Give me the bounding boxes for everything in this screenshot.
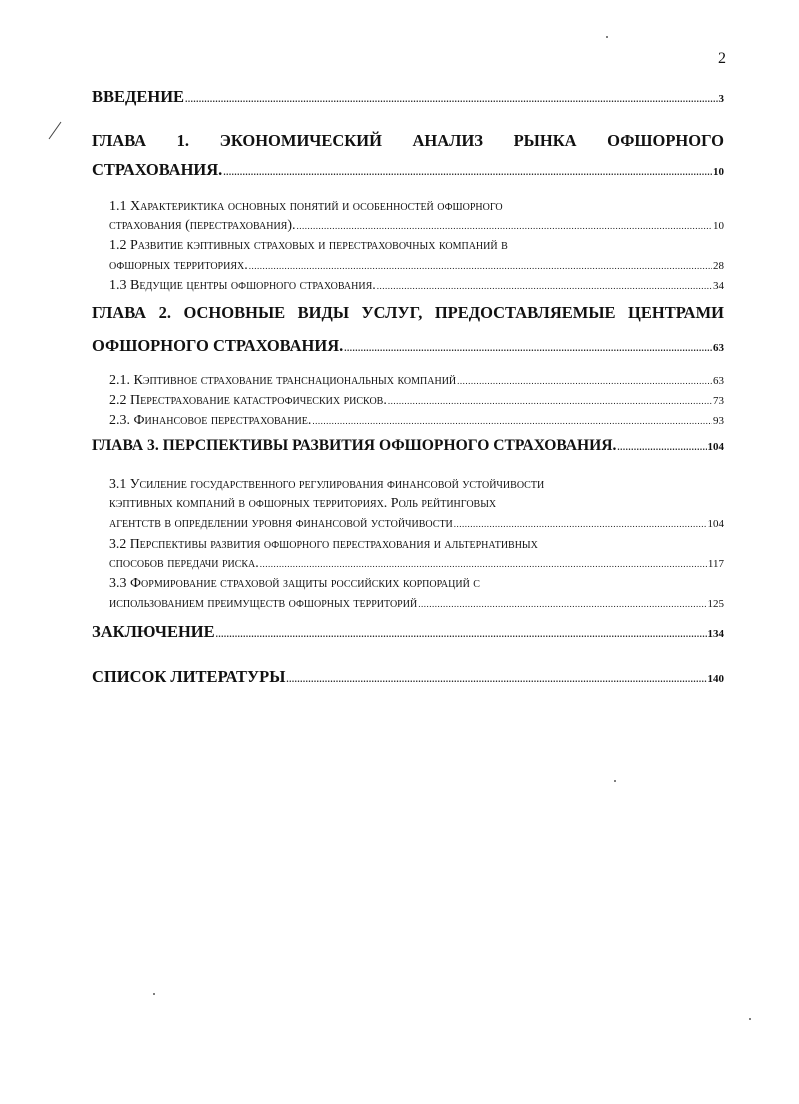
toc-section-3-1-line2[interactable] [109,496,724,512]
toc-section-1-1-line2[interactable] [109,218,724,234]
toc-entry-title: СПИСОК ЛИТЕРАТУРЫ [92,667,286,686]
toc-entry-page: 93 [713,415,724,427]
leader-dots [457,376,712,386]
leader-dots [185,94,717,104]
toc-entry-page: 28 [713,260,724,272]
toc-entry-conclusion[interactable] [92,622,724,642]
leader-dots [223,167,712,177]
toc-entry-title: использованием преимуществ офшорных территорий [109,596,418,611]
toc-section-3-1-line1[interactable] [109,476,724,492]
toc-entry-title: ОФШОРНОГО СТРАХОВАНИЯ. [92,336,344,355]
toc-section-1-3[interactable] [109,278,724,294]
toc-entry-title: ГЛАВА 2. ОСНОВНЫЕ ВИДЫ УСЛУГ, ПРЕДОСТАВЛЯЕМЫЕ ЦЕНТРАМИ [92,303,724,322]
toc-chapter-1-line2[interactable] [92,160,724,180]
toc-chapter-3[interactable] [92,437,724,455]
toc-entry-title: ЗАКЛЮЧЕНИЕ [92,622,215,641]
toc-entry-page: 3 [718,93,724,105]
toc-entry-title: ГЛАВА 3. ПЕРСПЕКТИВЫ РАЗВИТИЯ ОФШОРНОГО СТРАХОВАНИЯ. [92,437,617,454]
toc-chapter-2-line1[interactable] [92,303,724,323]
toc-entry-title: ГЛАВА 1. ЭКОНОМИЧЕСКИЙ АНАЛИЗ РЫНКА ОФШОРНОГО [92,131,724,150]
leader-dots [617,442,706,452]
toc-section-2-1[interactable] [109,373,724,389]
toc-entry-title: 2.3. Финансовое перестрахование. [109,413,312,428]
leader-dots [260,559,707,569]
toc-entry-page: 104 [707,441,724,453]
page-number: 2 [718,50,726,67]
toc-entry-title: 1.2 Развитие кэптивных страховых и перестраховочных компаний в [109,238,508,253]
toc-section-3-2-line2[interactable] [109,556,724,572]
toc-section-2-2[interactable] [109,393,724,409]
scan-speck [614,780,616,782]
toc-section-1-2-line1[interactable] [109,238,724,254]
leader-dots [454,519,707,529]
toc-entry-title: агентств в определении уровня финансовой устойчивости [109,516,453,531]
toc-section-3-3-line1[interactable] [109,576,724,592]
toc-entry-title: кэптивных компаний в офшорных территориях. Роль рейтинговых [109,496,497,511]
toc-entry-title: 1.3 Ведущие центры офшорного страхования. [109,278,376,293]
toc-entry-page: 125 [707,598,724,610]
toc-entry-title: 2.1. Кэптивное страхование транснациональных компаний [109,373,457,388]
leader-dots [249,261,712,271]
scan-speck [749,1018,751,1020]
leader-dots [377,281,712,291]
toc-entry-page: 63 [713,342,724,354]
toc-entry-page: 104 [707,518,724,530]
toc-entry-title: страхования (перестрахования). [109,218,296,233]
toc-entry-title: 3.2 Перспективы развития офшорного перестрахования и альтернативных [109,536,538,551]
toc-section-3-1-line3[interactable] [109,516,724,532]
toc-entry-title: 1.1 Характериктика основных понятий и особенностей офшорного [109,199,503,214]
toc-section-1-1-line1[interactable] [109,199,724,215]
toc-entry-page: 10 [713,220,724,232]
toc-section-3-2-line1[interactable] [109,536,724,552]
toc-entry-page: 73 [713,395,724,407]
toc-entry-page: 140 [707,673,724,685]
toc-entry-title: офшорных территориях. [109,258,248,273]
leader-dots [216,629,707,639]
leader-dots [418,599,706,609]
leader-dots [312,416,712,426]
toc-entry-title: способов передачи риска. [109,556,259,571]
toc-chapter-2-line2[interactable] [92,336,724,356]
leader-dots [344,343,712,353]
toc-entry-page: 134 [707,628,724,640]
toc-section-3-3-line2[interactable] [109,596,724,612]
toc-section-1-2-line2[interactable] [109,258,724,274]
toc-entry-page: 10 [713,166,724,178]
toc-section-2-3[interactable] [109,413,724,429]
toc-entry-page: 34 [713,280,724,292]
toc-entry-title: 3.3 Формирование страховой защиты российских корпораций с [109,576,480,591]
toc-entry-literature[interactable] [92,667,724,687]
scan-mark [46,118,66,142]
scan-speck [153,993,155,995]
leader-dots [297,221,712,231]
toc-entry-title: 2.2 Перестрахование катастрофических рисков. [109,393,387,408]
toc-entry-page: 63 [713,375,724,387]
scan-speck [606,36,608,38]
toc-entry-intro[interactable] [92,87,724,107]
toc-entry-page: 117 [707,558,724,570]
leader-dots [388,396,712,406]
toc-entry-title: ВВЕДЕНИЕ [92,87,185,106]
leader-dots [286,674,706,684]
toc-entry-title: 3.1 Усиление государственного регулирования финансовой устойчивости [109,476,545,491]
toc-entry-title: СТРАХОВАНИЯ. [92,160,223,179]
toc-chapter-1-line1[interactable] [92,131,724,151]
